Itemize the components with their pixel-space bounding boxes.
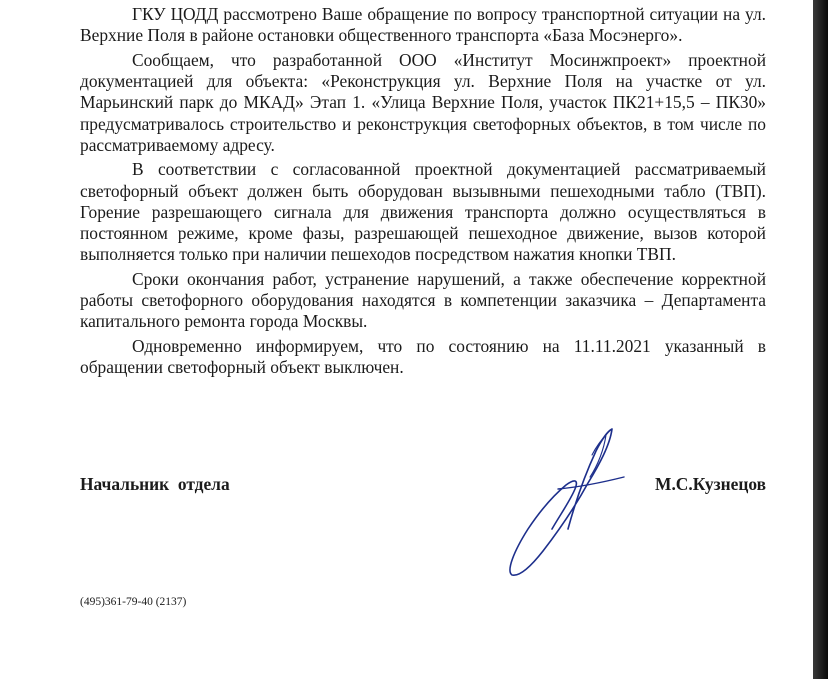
signatory-position: Начальник отдела — [80, 474, 230, 494]
paragraph-2: Сообщаем, что разработанной ООО «Институт Мосинжпроект» проектной документацией для объекта: «Реконструкция ул. Верхние Поля на участке от ул. Марьинский парк до МКАД» Этап 1. «Улица Верхние Поля, участок ПК21+15,5 – ПК30» предусматривалось строительство и реконструкция светофорных объектов, в том числе по рассматриваемому адресу. — [80, 49, 766, 155]
paragraph-5: Одновременно информируем, что по состоянию на 11.11.2021 указанный в обращении светофорный объект выключен. — [80, 336, 766, 378]
contact-phone: (495)361-79-40 (2137) — [80, 596, 187, 608]
paragraph-3: В соответствии с согласованной проектной документацией рассматриваемый светофорный объект должен быть оборудован вызывными пешеходными табло (ТВП). Горение разрешающего сигнала для движения транспорта должно осуществляться в постоянном режиме, кроме фазы, разрешающей пешеходное движение, вызов которой выполняется только при наличии пешеходов посредством нажатия кнопки ТВП. — [80, 159, 766, 265]
paragraph-1: ГКУ ЦОДД рассмотрено Ваше обращение по вопросу транспортной ситуации на ул. Верхние Поля в районе остановки общественного транспорта «База Мосэнерго». — [80, 4, 766, 46]
background-edge — [813, 0, 828, 679]
paragraph-4: Сроки окончания работ, устранение нарушений, а также обеспечение корректной работы светофорного оборудования находятся в компетенции заказчика – Департамента капитального ремонта города Москвы. — [80, 268, 766, 332]
letter-body — [80, 4, 766, 382]
handwritten-signature-icon — [500, 425, 630, 580]
signatory-name: М.С.Кузнецов — [655, 474, 766, 494]
